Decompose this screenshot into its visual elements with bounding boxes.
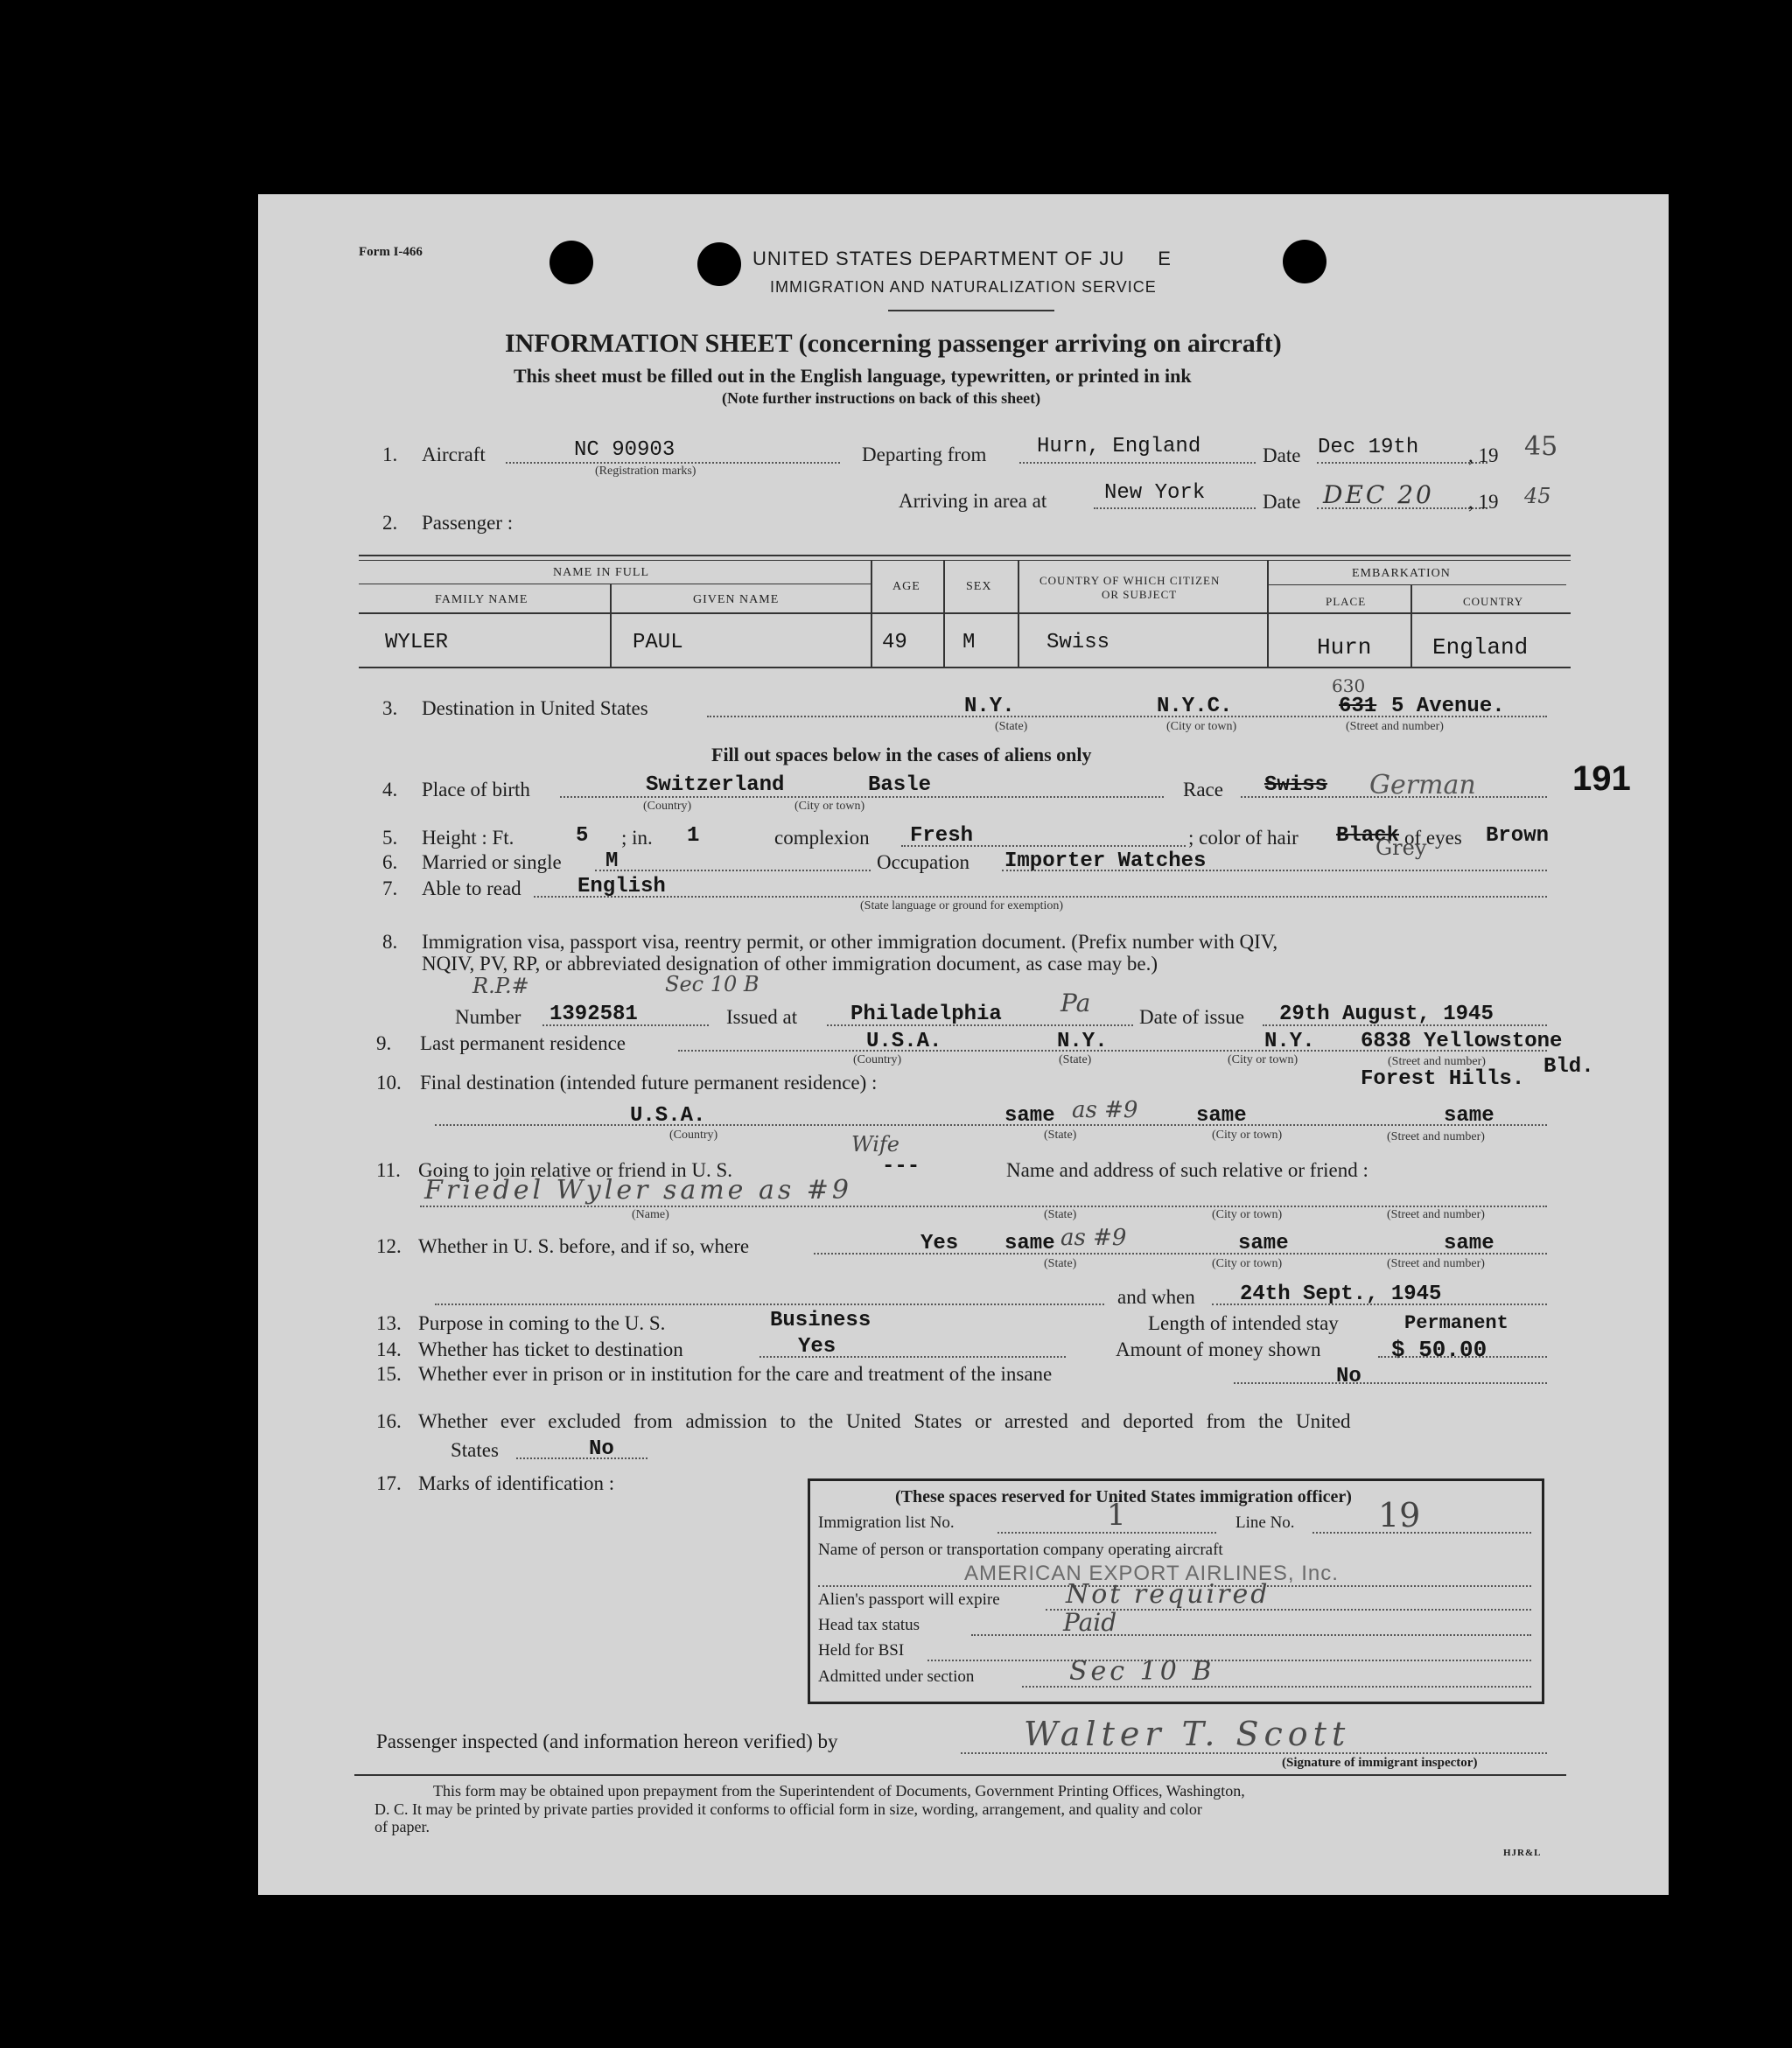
citizen-header-2: OR SUBJECT (1102, 588, 1178, 601)
q4-label: Place of birth (422, 779, 530, 800)
money-value[interactable]: $ 50.00 (1391, 1337, 1488, 1363)
q3-number: 3. (382, 697, 398, 719)
q10-city-caption: (City or town) (1212, 1129, 1283, 1142)
birth-city-caption: (City or town) (794, 800, 865, 813)
residence-street-3[interactable]: Forest Hills. (1361, 1067, 1525, 1091)
q6-number: 6. (382, 851, 398, 873)
q10-country-caption: (Country) (669, 1129, 718, 1142)
q10-street-caption: (Street and number) (1387, 1130, 1485, 1143)
signature-caption: (Signature of immigrant inspector) (1282, 1756, 1478, 1770)
q3-city-caption: (City or town) (1166, 720, 1237, 733)
issue-date-label: Date of issue (1139, 1006, 1245, 1028)
q3-street-caption: (Street and number) (1346, 720, 1444, 733)
footer-line-3: of paper. (374, 1818, 430, 1835)
family-name-value[interactable]: WYLER (385, 631, 449, 654)
admitted-value[interactable]: Sec 10 B (1069, 1656, 1215, 1687)
q1-number: 1. (382, 444, 398, 465)
final-street[interactable]: same (1444, 1104, 1494, 1128)
q13-number: 13. (376, 1312, 402, 1334)
bsi-label: Held for BSI (818, 1641, 905, 1660)
destination-city[interactable]: N.Y.C. (1157, 695, 1233, 718)
eyes-label: of eyes (1404, 827, 1462, 849)
sex-value[interactable]: M (962, 631, 976, 654)
residence-state[interactable]: N.Y. (1057, 1030, 1108, 1053)
given-name-header: GIVEN NAME (693, 593, 780, 606)
q6-label: Married or single (422, 851, 562, 873)
form-number: Form I-466 (359, 245, 423, 259)
q7-label: Able to read (422, 877, 522, 899)
arriving-label: Arriving in area at (899, 490, 1047, 512)
hair-struck: Black (1336, 824, 1400, 848)
q5-label: Height : Ft. (422, 827, 514, 849)
q16-number: 16. (376, 1410, 402, 1432)
marital-value[interactable]: M (606, 849, 619, 873)
aliens-only-heading: Fill out spaces below in the cases of aliens only (711, 744, 1092, 765)
q15-number: 15. (376, 1363, 402, 1385)
q14-number: 14. (376, 1339, 402, 1360)
q10-state-caption: (State) (1044, 1129, 1077, 1142)
q11-street-caption: (Street and number) (1387, 1208, 1485, 1221)
previous-visit[interactable]: Yes (920, 1232, 959, 1255)
read-language[interactable]: English (578, 875, 666, 898)
inches-label: ; in. (621, 827, 653, 849)
inspected-label: Passenger inspected (and information hereon verified) by (376, 1730, 838, 1752)
q12-state-caption: (State) (1044, 1257, 1077, 1270)
citizen-header-1: COUNTRY OF WHICH CITIZEN (1040, 574, 1221, 587)
visa-number-label: Number (455, 1006, 522, 1028)
residence-country[interactable]: U.S.A. (866, 1030, 942, 1053)
destination-street-struck: 631 (1339, 695, 1377, 718)
passport-label: Alien's passport will expire (818, 1590, 1000, 1609)
printer-mark: HJR&L (1503, 1848, 1542, 1858)
q16-text: Whether ever excluded from admission to the United States or arrested and deported from the United (418, 1410, 1351, 1432)
q11-name-caption: (Name) (632, 1208, 669, 1221)
q9-state-caption: (State) (1059, 1053, 1092, 1066)
q7-number: 7. (382, 877, 398, 899)
q17-label: Marks of identification : (418, 1472, 615, 1494)
final-country[interactable]: U.S.A. (630, 1104, 706, 1128)
previous-city[interactable]: same (1238, 1232, 1289, 1255)
q2-label: Passenger : (422, 512, 514, 534)
q9-street-caption: (Street and number) (1388, 1055, 1486, 1068)
citizen-value[interactable]: Swiss (1046, 631, 1110, 654)
stay-label: Length of intended stay (1148, 1312, 1339, 1334)
q1-label: Aircraft (422, 444, 486, 465)
q9-city-caption: (City or town) (1228, 1053, 1298, 1066)
line-no-label: Line No. (1236, 1513, 1295, 1532)
q11-label: Going to join relative or friend in U. S. (418, 1159, 732, 1181)
footer-line-2: D. C. It may be printed by private parties provided it conforms to official form in size, wording, arrangement, and quality and color (374, 1800, 1202, 1818)
q13-label: Purpose in coming to the U. S. (418, 1312, 666, 1334)
operator-label: Name of person or transportation company operating aircraft (818, 1541, 1223, 1559)
footer-rule (354, 1774, 1566, 1776)
service-title: IMMIGRATION AND NATURALIZATION SERVICE (770, 278, 1157, 296)
q12-number: 12. (376, 1235, 402, 1257)
departing-value[interactable]: Hurn, England (1037, 435, 1201, 458)
form-subtitle: This sheet must be filled out in the English language, typewritten, or printed in ink (514, 365, 1192, 387)
q10-number: 10. (376, 1072, 402, 1094)
list-no-value[interactable]: 1 (1107, 1498, 1126, 1533)
q11-label-2: Name and address of such relative or friend : (1006, 1159, 1368, 1181)
birth-country-caption: (Country) (643, 800, 692, 813)
header-rule (888, 310, 1054, 311)
previous-street[interactable]: same (1444, 1232, 1494, 1255)
q11-number: 11. (376, 1159, 401, 1181)
q12-street-caption: (Street and number) (1387, 1257, 1485, 1270)
q15-label: Whether ever in prison or in institution for the care and treatment of the insane (418, 1363, 1053, 1385)
q12-city-caption: (City or town) (1212, 1257, 1283, 1270)
height-inches[interactable]: 1 (687, 824, 700, 848)
operator-stamp: AMERICAN EXPORT AIRLINES, Inc. (964, 1562, 1339, 1585)
q9-label: Last permanent residence (420, 1032, 626, 1054)
final-state-handwritten[interactable]: as #9 (1072, 1097, 1138, 1123)
eyes-value[interactable]: Brown (1486, 824, 1550, 848)
footer-line-1: This form may be obtained upon prepayment from the Superintendent of Documents, Government Printing Offices, Washington, (433, 1782, 1245, 1800)
when-value[interactable]: 24th Sept., 1945 (1240, 1283, 1442, 1306)
punch-hole-left (550, 241, 593, 284)
previous-state[interactable]: same (1004, 1232, 1055, 1255)
tax-label: Head tax status (818, 1616, 920, 1634)
q12-label: Whether in U. S. before, and if so, where (418, 1235, 750, 1257)
name-in-full-header: NAME IN FULL (553, 566, 649, 579)
destination-state[interactable]: N.Y. (964, 695, 1015, 718)
punch-hole-right (1283, 240, 1326, 283)
q7-line (534, 896, 1547, 898)
q8-handwritten-rp: R.P.# (472, 974, 529, 998)
q8-number: 8. (382, 931, 398, 953)
sex-header: SEX (966, 580, 992, 593)
officer-box-title: (These spaces reserved for United States immigration officer) (895, 1487, 1352, 1506)
occupation-label: Occupation (877, 851, 970, 873)
q11-handwritten-wife[interactable]: Wife (851, 1132, 900, 1157)
purpose-value[interactable]: Business (770, 1309, 872, 1332)
issued-place[interactable]: Philadelphia (850, 1003, 1002, 1026)
complexion-value[interactable]: Fresh (910, 824, 974, 848)
previous-state-handwritten[interactable]: as #9 (1060, 1225, 1127, 1251)
race-label: Race (1183, 779, 1223, 800)
race-struck: Swiss (1264, 773, 1328, 797)
punch-hole-center (697, 242, 741, 286)
departing-line (1019, 462, 1256, 464)
occupation-value[interactable]: Importer Watches (1004, 849, 1207, 873)
inspector-signature: Walter T. Scott (1024, 1715, 1351, 1753)
ticket-value[interactable]: Yes (798, 1335, 836, 1359)
year-prefix-1: , 19 (1468, 444, 1499, 466)
destination-street-insert[interactable]: 630 (1332, 675, 1366, 696)
departure-date[interactable]: Dec 19th (1318, 436, 1419, 459)
q11-typed[interactable]: --- (882, 1155, 920, 1178)
q12-second-line (435, 1304, 1104, 1305)
q16-text-2: States (451, 1439, 499, 1461)
q10-label: Final destination (intended future permanent residence) : (420, 1072, 878, 1094)
money-label: Amount of money shown (1116, 1339, 1321, 1360)
q8-text-2: NQIV, PV, RP, or abbreviated designation of other immigration document, as case may be.) (422, 953, 1158, 975)
date-label-2: Date (1263, 491, 1301, 513)
relative-name-address[interactable]: Friedel Wyler same as #9 (424, 1175, 853, 1206)
excluded-value[interactable]: No (589, 1437, 614, 1461)
given-name-value[interactable]: PAUL (633, 631, 683, 654)
q9-country-caption: (Country) (853, 1053, 902, 1066)
q17-number: 17. (376, 1472, 402, 1494)
q5-number: 5. (382, 827, 398, 849)
passport-value[interactable]: Not required (1066, 1579, 1270, 1610)
aircraft-registration[interactable]: NC 90903 (574, 438, 676, 462)
q15-line (1234, 1382, 1547, 1384)
department-title (752, 248, 1172, 270)
residence-city[interactable]: N.Y. (1264, 1030, 1315, 1053)
department-name-end: E (1158, 248, 1172, 269)
visa-number[interactable]: 1392581 (550, 1003, 638, 1026)
q16-line (516, 1457, 648, 1459)
hair-insert[interactable]: Grey (1376, 835, 1427, 860)
destination-street[interactable]: 5 Avenue. (1391, 695, 1505, 718)
arrival-date[interactable]: DEC 20 (1323, 480, 1434, 509)
year-prefix-2: , 19 (1468, 491, 1499, 513)
embark-country-value[interactable]: England (1432, 634, 1529, 661)
residence-street-2[interactable]: Bld. (1544, 1055, 1594, 1079)
age-header: AGE (892, 580, 920, 593)
place-header: PLACE (1326, 595, 1367, 608)
arriving-value[interactable]: New York (1104, 481, 1206, 505)
admitted-label: Admitted under section (818, 1667, 975, 1686)
q8-text-1: Immigration visa, passport visa, reentry permit, or other immigration document. (Prefix number with QIV, (422, 931, 1278, 953)
hair-label: ; color of hair (1188, 827, 1298, 849)
q8-handwritten-sec: Sec 10 B (665, 972, 760, 996)
residence-street[interactable]: 6838 Yellowstone (1361, 1030, 1563, 1053)
q1-aircraft-line (506, 462, 840, 464)
q3-label: Destination in United States (422, 697, 648, 719)
bsi-line (928, 1660, 1531, 1661)
q11-line (420, 1206, 1547, 1207)
when-label: and when (1117, 1286, 1195, 1308)
issued-state-handwritten[interactable]: Pa (1060, 989, 1091, 1017)
embark-place-value[interactable]: Hurn (1317, 634, 1372, 661)
tax-line (971, 1634, 1531, 1636)
birth-country[interactable]: Switzerland (646, 773, 785, 797)
department-name: UNITED STATES DEPARTMENT OF JU (752, 248, 1125, 269)
race-handwritten[interactable]: German (1369, 770, 1476, 800)
line-no-value[interactable]: 19 (1378, 1496, 1421, 1534)
departing-label: Departing from (862, 444, 987, 465)
q2-number: 2. (382, 512, 398, 534)
stay-value[interactable]: Permanent (1404, 1312, 1508, 1334)
date-line-1 (1317, 462, 1488, 464)
registration-caption: (Registration marks) (595, 465, 696, 478)
family-name-header: FAMILY NAME (435, 593, 528, 606)
age-value[interactable]: 49 (882, 631, 907, 654)
q7-caption: (State language or ground for exemption) (860, 899, 1064, 912)
embarkation-header: EMBARKATION (1352, 567, 1451, 580)
line-no-line (1312, 1532, 1531, 1534)
final-city[interactable]: same (1196, 1104, 1247, 1128)
form-title: INFORMATION SHEET (concerning passenger arriving on aircraft) (505, 329, 1282, 358)
tax-value[interactable]: Paid (1063, 1608, 1117, 1637)
prison-value[interactable]: No (1336, 1365, 1362, 1388)
q6-line (595, 870, 871, 871)
departure-year[interactable]: 45 (1524, 431, 1558, 462)
q4-number: 4. (382, 779, 398, 800)
q11-city-caption: (City or town) (1212, 1208, 1283, 1221)
final-state[interactable]: same (1004, 1104, 1055, 1128)
form-note: (Note further instructions on back of this sheet) (722, 389, 1041, 407)
q9-number: 9. (376, 1032, 392, 1054)
q11-state-caption: (State) (1044, 1208, 1077, 1221)
issued-label: Issued at (726, 1006, 798, 1028)
list-no-label: Immigration list No. (818, 1513, 955, 1532)
issue-date[interactable]: 29th August, 1945 (1279, 1003, 1494, 1026)
arrival-year[interactable]: 45 (1524, 484, 1551, 508)
height-feet[interactable]: 5 (576, 824, 589, 848)
q3-state-caption: (State) (995, 720, 1028, 733)
country-header: COUNTRY (1463, 595, 1524, 608)
birth-city[interactable]: Basle (868, 773, 932, 797)
q10-line (435, 1124, 1547, 1126)
record-number: 191 (1572, 759, 1631, 798)
complexion-label: complexion (774, 827, 870, 849)
date-label-1: Date (1263, 444, 1301, 466)
q14-label: Whether has ticket to destination (418, 1339, 683, 1360)
arriving-line (1094, 507, 1256, 509)
